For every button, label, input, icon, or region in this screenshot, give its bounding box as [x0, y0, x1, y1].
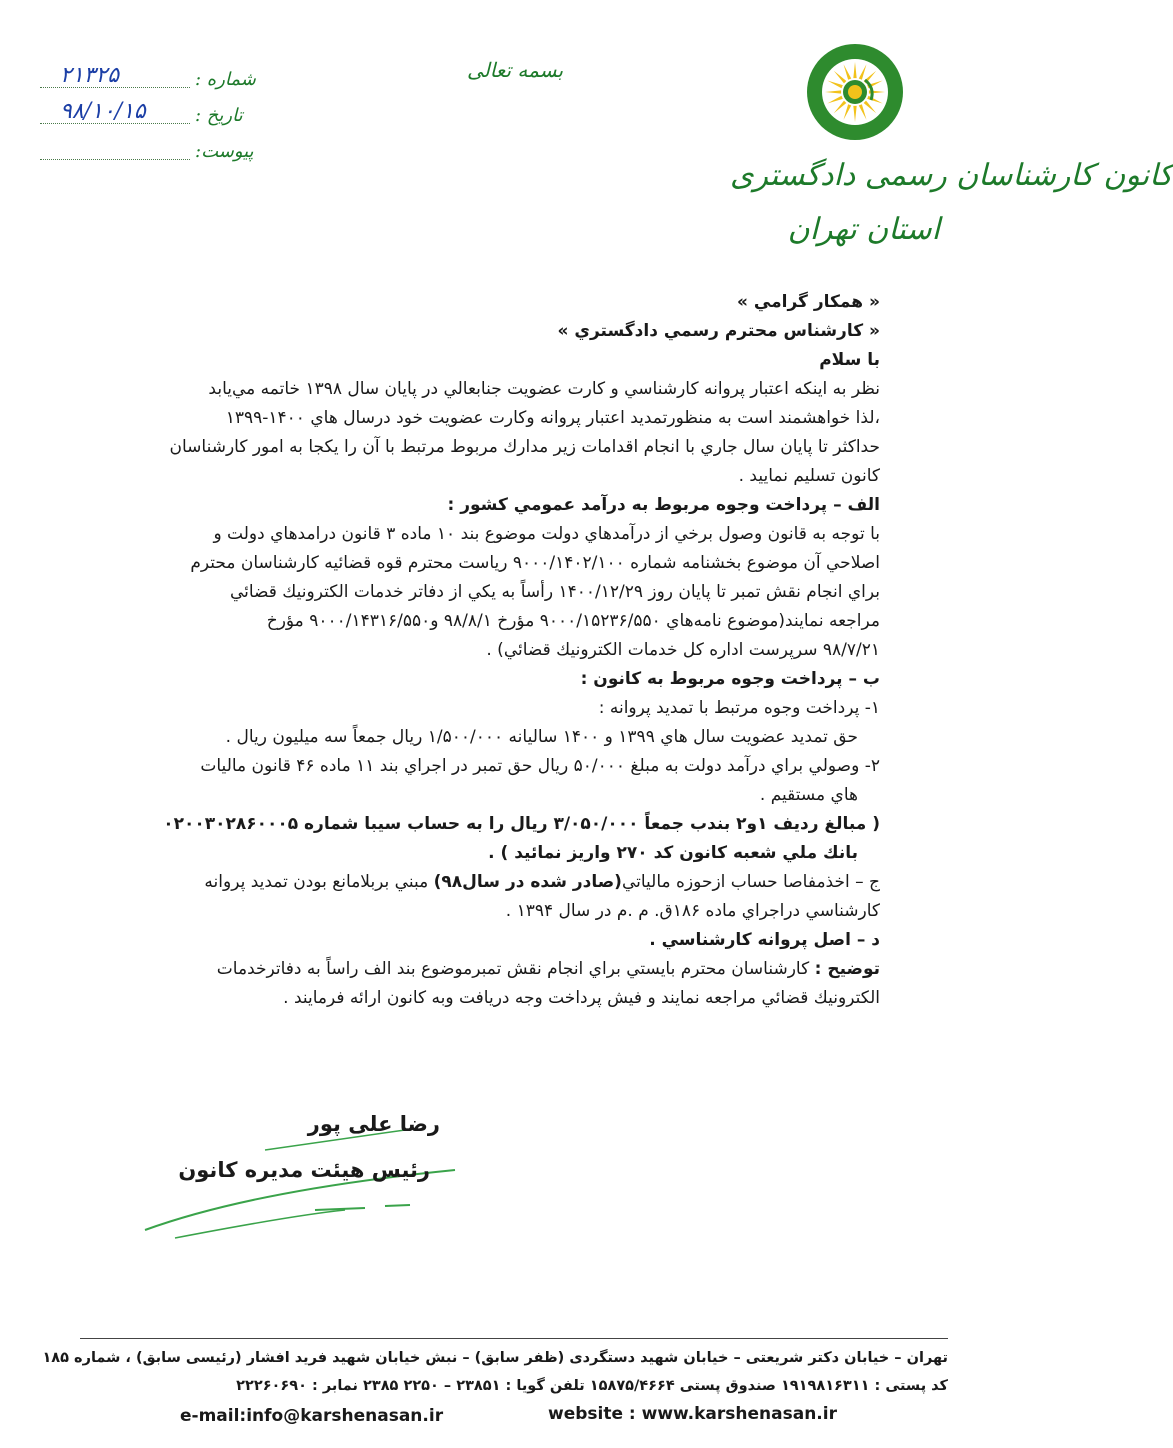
footer-divider — [80, 1338, 948, 1339]
section-a-line: براي انجام نقش تمبر تا پايان روز ۱۴۰۰/۱۲/۲۹ رأساً به يكي از دفاتر خدمات الكترونيك قضائي — [229, 582, 880, 602]
greeting: با سلام — [819, 350, 880, 370]
logo-icon — [805, 42, 905, 142]
intro-line: كانون تسليم نماييد . — [738, 466, 880, 486]
payment-line: ( مبالغ رديف ۱و۲ بندب جمعاً ۳/۰۵۰/۰۰۰ ريال را به حساب سيبا شماره ۰۲۰۰۳۰۲۸۶۰۰۰۵ — [163, 814, 880, 834]
footer-address: تهران – خیابان دکتر شریعتی – خیابان شهید دستگردی (ظفر سابق) – نبش خیابان شهید فرید افشار (رئیسی سابق) ، شماره ۱۸۵ — [42, 1350, 948, 1366]
salutation-colleague: « همكار گرامي » — [737, 292, 880, 312]
section-b-title: ب – پرداخت وجوه مربوط به كانون : — [580, 669, 880, 689]
section-c-prefix: ج – اخذمفاصا حساب ازحوزه مالياتي — [621, 872, 880, 892]
letter-body — [145, 288, 880, 1013]
note-label: توضيح : — [814, 959, 880, 979]
intro-line: ،لذا خواهشمند است به منظورتمديد اعتبار پروانه وكارت عضويت خود درسال هاي ۱۴۰۰-۱۳۹۹ — [225, 408, 880, 428]
letter-attachment-label: پیوست: — [195, 141, 254, 162]
footer-phones: کد پستی : ۱۹۱۹۸۱۶۳۱۱ صندوق پستی ۱۵۸۷۵/۴۶۶۴ تلفن گویا : ۲۳۸۵۱ – ۲۲۵۰ ۲۳۸۵ نمابر : ۲۲۲۶۰۶۹۰ — [236, 1378, 948, 1394]
basmala: بسمه تعالی — [466, 58, 564, 82]
section-a-line: با توجه به قانون وصول برخي از درآمدهاي دولت موضوع بند ۱۰ ماده ۳ قانون درامدهاي دولت و — [213, 524, 880, 544]
section-a-title: الف – پرداخت وجوه مربوط به درآمد عمومي كشور : — [447, 495, 880, 515]
letter-attachment-row — [40, 136, 254, 166]
footer-email[interactable]: e-mail:info@karshenasan.ir — [180, 1406, 444, 1426]
section-a-line: اصلاحي آن موضوع بخشنامه شماره ۹۰۰۰/۱۴۰۲/۱۰۰ رياست محترم قوه قضائيه كارشناسان محترم — [190, 553, 880, 573]
letter-number-label: شماره : — [195, 69, 256, 90]
section-c-line — [145, 868, 880, 897]
intro-line: نظر به اينكه اعتبار پروانه كارشناسي و كارت عضويت جنابعالي در پايان سال ۱۳۹۸ خاتمه مي‌يابد — [208, 379, 880, 399]
letter-number-row — [40, 63, 256, 94]
note-line — [145, 955, 880, 984]
signatory-title: رئیس هیئت مدیره کانون — [178, 1158, 430, 1182]
letter-number: ۲۱۳۲۵ — [60, 63, 120, 88]
letter-date-label: تاریخ : — [195, 105, 243, 126]
signatory-name: رضا علی پور — [307, 1112, 440, 1136]
footer-website[interactable]: website : www.karshenasan.ir — [548, 1404, 837, 1424]
note-text: كارشناسان محترم بايستي براي انجام نقش تمبرموضوع بند الف راساً به دفاترخدمات — [216, 959, 815, 979]
section-a-line: مراجعه نمايند(موضوع نامه‌هاي ۹۰۰۰/۱۵۲۳۶/۵۵۰ مؤرخ ۹۸/۸/۱ و۹۰۰۰/۱۴۳۱۶/۵۵۰ مؤرخ — [266, 611, 880, 631]
note-line2: الكترونيك قضائي مراجعه نمايند و فيش پرداخت وجه دريافت وبه كانون ارائه فرمايند . — [283, 988, 880, 1008]
letter-date: ۹۸/۱۰/۱۵ — [60, 99, 146, 124]
letter-date-row — [40, 99, 243, 130]
section-a-line: ۹۸/۷/۲۱ سرپرست اداره كل خدمات الكترونيك قضائي) . — [486, 640, 880, 660]
section-c-bold: (صادر شده در سال۹۸) — [433, 872, 622, 892]
section-c-line2: كارشناسي دراجراي ماده ۱۸۶ق. م .م در سال ۱۳۹۴ . — [505, 901, 880, 921]
item-2-line: ۲- وصولي براي درآمد دولت به مبلغ ۵۰/۰۰۰ ريال حق تمبر در اجراي بند ۱۱ ماده ۴۶ قانون ماليات — [200, 756, 880, 776]
item-2-line: هاي مستقيم . — [759, 785, 858, 805]
salutation-expert: « كارشناس محترم رسمي دادگستري » — [557, 321, 880, 341]
intro-line: حداكثر تا پايان سال جاري با انجام اقدامات زير مدارك مربوط مرتبط با آن را يكجا به امور كارشناسان — [169, 437, 880, 457]
item-1-title: ۱- پرداخت وجوه مرتبط با تمديد پروانه : — [598, 698, 880, 718]
org-province: استان تهران — [787, 212, 940, 247]
payment-line: بانك ملي شعبه كانون كد ۲۷۰ واريز نمائيد ) . — [488, 843, 858, 863]
item-1-text: حق تمديد عضويت سال هاي ۱۳۹۹ و ۱۴۰۰ ساليانه ۱/۵۰۰/۰۰۰ ريال جمعاً سه ميليون ريال . — [225, 727, 858, 747]
section-c-rest: مبني بربلامانع بودن تمديد پروانه — [204, 872, 434, 892]
section-d: د – اصل پروانه كارشناسي . — [649, 930, 880, 950]
org-name: کانون کارشناسان رسمی دادگستری — [730, 158, 1173, 193]
